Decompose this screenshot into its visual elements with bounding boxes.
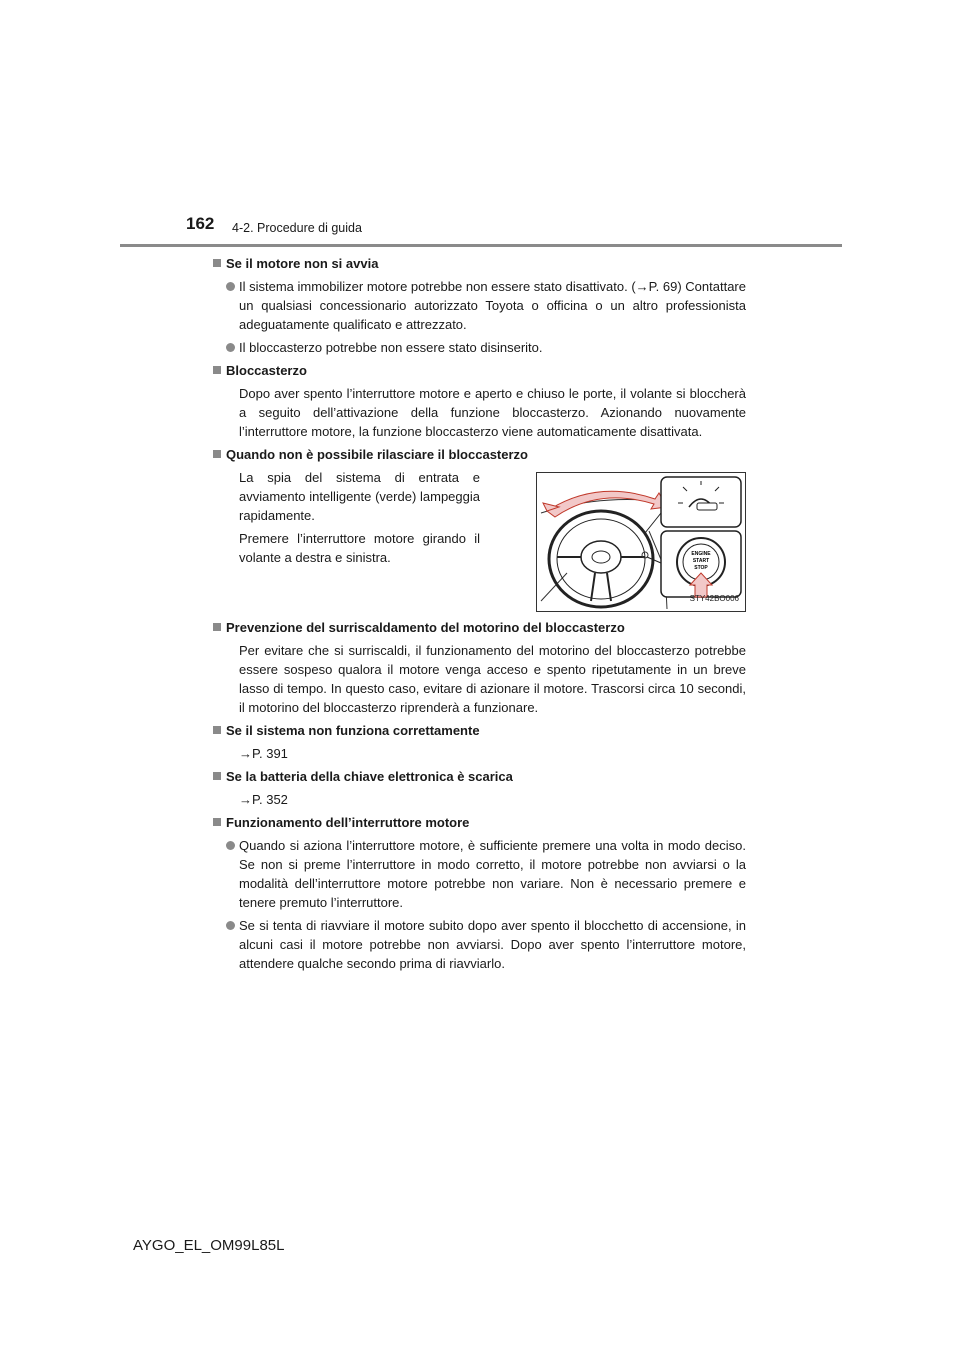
section-title: 4-2. Procedure di guida: [232, 221, 362, 235]
figure-code: STY42BO006: [689, 594, 739, 603]
footer-code: AYGO_EL_OM99L85L: [133, 1237, 285, 1254]
steering-wheel-figure: [536, 472, 746, 612]
button-label-engine: ENGINE: [691, 551, 711, 557]
heading-release-lock: Quando non è possibile rilasciare il bloccasterzo: [212, 445, 746, 464]
heading-key-battery: Se la batteria della chiave elettronica è scarica: [212, 767, 746, 786]
header-rule: [120, 244, 842, 247]
rotation-arrow: [547, 491, 667, 517]
heading-overheat: Prevenzione del surriscaldamento del motorino del bloccasterzo: [212, 618, 746, 637]
bullet-steering-lock: Il bloccasterzo potrebbe non essere stato disinserito.: [212, 338, 746, 357]
heading-switch-operation: Funzionamento dell’interruttore motore: [212, 813, 746, 832]
bullet-press-firmly: Quando si aziona l’interruttore motore, è sufficiente premere una volta in modo deciso. Se non si preme l’interruttore in modo corretto, il motore potrebbe non avviarsi o la modalità dell’interruttore motore potrebbe non variare. Non è necessario premere e tenere premuto l’interruttore.: [212, 836, 746, 912]
button-label-stop: STOP: [694, 565, 708, 571]
button-label-start: START: [692, 558, 710, 564]
overheat-text: Per evitare che si surriscaldi, il funzionamento del motorino del bloccasterzo potrebbe essere sospeso qualora il motore venga acceso e spento ripetutamente in un breve lasso di tempo. In questo caso, evitare di azionare il motore. Trascorsi circa 10 secondi, il motorino del bloccasterzo riprenderà a funzionare.: [239, 643, 746, 715]
heading-steering-lock: Bloccasterzo: [212, 361, 746, 380]
steering-lock-text: Dopo aver spento l’interruttore motore e aperto e chiuso le porte, il volante si bloccherà a seguito dell’attivazione della funzione bloccasterzo. Azionando nuovamente l’interruttore motore, la funzione bloccasterzo viene automaticamente disattivata.: [239, 386, 746, 439]
release-lock-section: [212, 468, 746, 612]
malfunction-ref: →P. 391: [239, 746, 288, 761]
key-battery-ref: →P. 352: [239, 792, 288, 807]
bullet-restart: Se si tenta di riavviare il motore subito dopo aver spento il blocchetto di accensione, in alcuni casi il motore potrebbe non avviarsi. Dopo aver spento l’interruttore motore, attendere qualche secondo prima di riavviarlo.: [212, 916, 746, 973]
release-lock-text: [212, 468, 480, 612]
bullet-immobilizer: Il sistema immobilizer motore potrebbe non essere stato disattivato. (→P. 69) Contattare un qualsiasi concessionario autorizzato Toyota o officina o un altro professionista adeguatamente qualificato e attrezzato.: [212, 277, 746, 334]
heading-malfunction: Se il sistema non funziona correttamente: [212, 721, 746, 740]
indicator-text: La spia del sistema di entrata e avviamento intelligente (verde) lampeggia rapidamente.: [239, 470, 480, 523]
page-content: [212, 254, 746, 977]
press-switch-text: Premere l’interruttore motore girando il volante a destra e sinistra.: [239, 531, 480, 565]
heading-engine-not-start: Se il motore non si avvia: [212, 254, 746, 273]
page-number: 162: [186, 214, 215, 233]
